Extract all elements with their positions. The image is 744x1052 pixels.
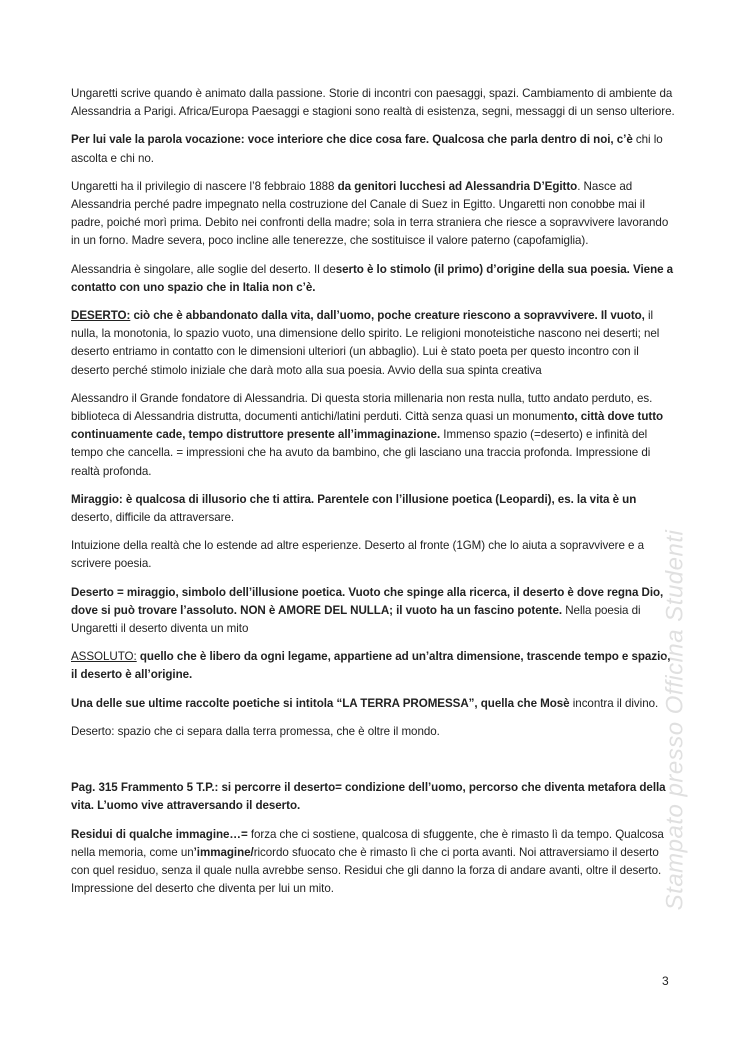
text-run: Per lui vale la parola vocazione: voce interiore che dice cosa fare. Qualcosa che parla dentro di noi, c’è <box>71 133 633 147</box>
text-run: incontra il divino. <box>569 696 659 710</box>
text-run: chi lo ascolta e chi no. <box>71 133 663 165</box>
document-body <box>71 85 677 908</box>
paragraph-alessandro <box>71 390 677 481</box>
text-run: forza che ci sostiene, qualcosa di sfuggente, che è rimasto lì da tempo. Qualcosa nella memoria, come un <box>71 827 664 859</box>
paragraph-gap <box>71 751 677 779</box>
watermark-text: Stampato presso Officina Studenti <box>661 529 689 911</box>
text-run: Nella poesia di Ungaretti il deserto diventa un mito <box>71 603 641 636</box>
paragraph-residui <box>71 826 677 899</box>
watermark <box>655 505 695 935</box>
text-run: Alessandria è singolare, alle soglie del deserto. Il de <box>71 262 336 276</box>
paragraph-deserto-miraggio <box>71 584 677 639</box>
text-run: Deserto: spazio che ci separa dalla terra promessa, che è oltre il mondo. <box>71 724 440 738</box>
paragraph-biografia <box>71 178 677 251</box>
paragraph-miraggio <box>71 491 677 527</box>
paragraph-deserto <box>71 307 677 380</box>
text-run: Ungaretti ha il privilegio di nascere l’8 febbraio 1888 <box>71 179 338 193</box>
text-run: Deserto = miraggio, simbolo dell’illusione poetica. Vuoto che spinge alla ricerca, il deserto è dove regna Dio, dove si può trovare l’assoluto. NON è AMORE DEL NULLA; il vuoto ha un fascino potente. <box>71 585 664 617</box>
text-run: Miraggio: è qualcosa di illusorio che ti attira. Parentele con l’illusione poetica (Leopardi), es. la vita è un <box>71 492 637 506</box>
paragraph-intuizione <box>71 537 677 573</box>
paragraph-frammento <box>71 779 677 815</box>
text-run: DESERTO: <box>71 309 131 323</box>
text-run: il nulla, la monotonia, lo spazio vuoto, una dimensione dello spirito. Le religioni monoteistiche nascono nei deserti; nel deserto entriamo in contatto con le dimensioni ulteriori (un abbaglio). Lui è stato poeta per questo incontro con il deserto perché stimolo iniziale che darà moto alla sua poesia. Avvio della sua spinta creativa <box>71 309 660 377</box>
text-run: si percorre il deserto= condizione dell’uomo, percorso che diventa metafora della vita. L’uomo vive attraversando il deserto. <box>71 781 666 813</box>
paragraph-vocazione <box>71 131 677 167</box>
text-run: Intuizione della realtà che lo estende ad altre esperienze. Deserto al fronte (1GM) che lo aiuta a sopravvivere e a scrivere poesia. <box>71 539 644 571</box>
text-run: ’immagine/ <box>193 845 254 859</box>
paragraph-alessandria <box>71 261 677 297</box>
text-run: Residui di qualche immagine…= <box>71 827 248 841</box>
text-run: Immenso spazio (=deserto) e infinità del tempo che cancella. = impressioni che ha avuto da bambino, che gli lasciano una traccia profonda. Impressione di realtà profonda. <box>71 428 651 478</box>
text-run: Alessandro il Grande fondatore di Alessandria. Di questa storia millenaria non resta nulla, tutto andato perduto, es. biblioteca di Alessandria distrutta, documenti antichi/latini perduti. Città senza quasi un monumen <box>71 391 653 424</box>
text-run: to, città dove tutto continuamente cade, tempo distruttore presente all’immaginazione. <box>71 410 664 442</box>
paragraph-assoluto <box>71 648 677 684</box>
text-run: da genitori lucchesi ad Alessandria D’Egitto <box>337 179 578 193</box>
paragraph-spazio <box>71 723 677 741</box>
paragraph-intro <box>71 85 677 121</box>
text-run: Ungaretti scrive quando è animato dalla passione. Storie di incontri con paesaggi, spazi. Cambiamento di ambiente da Alessandria a Parigi. Africa/Europa Paesaggi e stagioni sono realtà di esistenza, segni, messaggi di un senso ulteriore. <box>71 87 675 119</box>
text-run: deserto, difficile da attraversare. <box>71 511 235 525</box>
page-number: 3 <box>662 974 669 988</box>
text-run: ASSOLUTO: <box>71 650 137 664</box>
text-run: Una delle sue ultime raccolte poetiche si intitola “LA TERRA PROMESSA”, quella che Mosè <box>71 696 570 710</box>
text-run: ricordo sfuocato che è rimasto lì che ci porta avanti. Noi attraversiamo il deserto con quel residuo, senza il quale nulla avrebbe senso. Residui che gli danno la forza di andare avanti, oltre il deserto. Impressione del deserto che diventa per lui un mito. <box>71 845 662 896</box>
text-run: Pag. 315 Frammento 5 T.P.: <box>71 781 219 795</box>
paragraph-terra-promessa <box>71 695 677 713</box>
text-run: serto è lo stimolo (il primo) d’origine della sua poesia. Viene a contatto con uno spazio che in Italia non c’è. <box>71 262 674 294</box>
text-run: quello che è libero da ogni legame, appartiene ad un’altra dimensione, trascende tempo e spazio, il deserto è all’origine. <box>71 650 671 682</box>
text-run: . Nasce ad Alessandria perché padre impegnato nella costruzione del Canale di Suez in Egitto. Ungaretti non conobbe mai il padre, poiché morì prima. Debito nei confronti della madre; sola in terra straniera che riesce a sopravvivere lavorando in un forno. Madre severa, poco incline alle tenerezze, che sostituisce il valore paterno (capofamiglia). <box>71 179 669 248</box>
text-run: ciò che è abbandonato dalla vita, dall’uomo, poche creature riescono a sopravvivere. Il vuoto, <box>130 309 645 323</box>
